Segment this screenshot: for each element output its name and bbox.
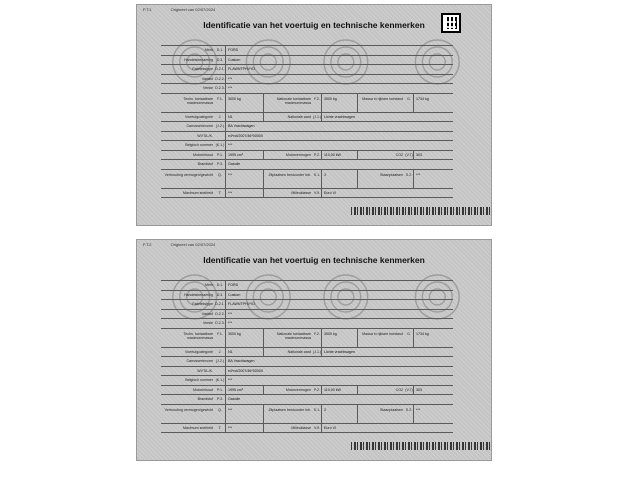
value-variant: ***	[225, 75, 453, 84]
code-merk: D.1.	[216, 283, 224, 287]
label-rijklaar: Massa in rijklare toestand	[357, 94, 405, 112]
row-wvta	[161, 367, 453, 377]
code-max-massa: F.1.	[217, 331, 223, 336]
value-handelsbenaming: Custom	[225, 56, 453, 65]
code-snelheid: T.	[218, 425, 222, 430]
row-snelheid	[161, 424, 453, 434]
value-verhouding: ***	[225, 405, 263, 423]
sheet-header	[143, 7, 215, 12]
value-nat-massa: 3000 kg	[321, 329, 357, 347]
value-nat-aard: Lichte vrachtwagen	[321, 348, 453, 357]
sheet-code: F.T.1	[143, 7, 152, 12]
value-variant: ***	[225, 310, 453, 319]
code-milieuklasse: V.9.	[313, 190, 321, 195]
value-categorie: N1	[225, 348, 263, 357]
label-motorvermogen: Motorvermogen	[263, 386, 313, 395]
value-verhouding: ***	[225, 170, 263, 188]
label-nat-massa: Nationale toelaatbare maximummassa	[263, 94, 313, 112]
label-nat-aard: Nationale aard	[263, 113, 313, 122]
code-handelsbenaming: D.3.	[216, 57, 224, 62]
row-belgisch	[161, 376, 453, 386]
code-snelheid: T.	[218, 190, 222, 195]
value-brandstof: Gasolie	[225, 395, 453, 404]
value-snelheid: ***	[225, 189, 263, 198]
row-massa	[161, 94, 453, 113]
sheet-code: F.T.2	[143, 242, 152, 247]
code-versie: D.2.3.	[215, 86, 225, 90]
label-categorie: Voertuigcategorie	[185, 349, 213, 354]
label-nat-aard: Nationale aard	[263, 348, 313, 357]
code-versie: D.2.3.	[215, 321, 225, 325]
label-motorinhoud: Motorinhoud	[193, 387, 213, 392]
barcode-strip	[351, 207, 491, 215]
row-merk	[161, 281, 453, 291]
value-rijklaar: 1734 kg	[413, 329, 453, 347]
value-milieuklasse: Euro VI	[321, 189, 453, 198]
value-brandstof: Gasolie	[225, 160, 453, 169]
label-co2: CO2	[357, 386, 405, 395]
code-handelsbenaming: D.3.	[216, 292, 224, 297]
value-categorie: N1	[225, 113, 263, 122]
label-zitplaatsen: Zitplaatsen bestuurder inb.	[263, 170, 313, 188]
label-handelsbenaming: Handelsbenaming	[184, 57, 213, 62]
code-verhouding: Q.	[218, 172, 222, 177]
label-versie: Versie	[203, 86, 213, 90]
row-brandstof	[161, 160, 453, 170]
barcode-strip	[351, 442, 491, 450]
code-motorinhoud: P.1.	[217, 387, 223, 392]
code-motorvermogen: P.2.	[314, 387, 320, 392]
sheet-title: Identificatie van het voertuig en technische kenmerken	[203, 255, 425, 265]
value-motorvermogen: 110,00 kW	[321, 151, 357, 160]
row-carrosserie	[161, 357, 453, 367]
label-wvta: WVTA-/K.	[197, 133, 213, 138]
sheet-header	[143, 242, 215, 247]
vehicle-data-table	[161, 45, 453, 198]
label-milieuklasse: Milieuklasse	[263, 424, 313, 433]
label-wvta: WVTA-/K.	[197, 368, 213, 373]
code-categorie: J.	[218, 349, 222, 354]
code-belgisch: (K.1.)	[215, 143, 225, 147]
code-variant: D.2.2.	[215, 76, 225, 81]
registration-sheet-2	[136, 239, 492, 461]
value-motorvermogen: 110,00 kW	[321, 386, 357, 395]
row-fabriekstype	[161, 300, 453, 310]
row-variant	[161, 75, 453, 85]
code-nat-aard: (J.1.)	[313, 114, 321, 119]
label-max-massa: Techn. toelaatbare maximummassa	[183, 331, 213, 340]
code-merk: D.1.	[216, 48, 224, 52]
code-staanplaatsen: S.2.	[405, 172, 413, 177]
row-snelheid	[161, 189, 453, 199]
code-zitplaatsen: S.1.	[313, 407, 321, 412]
value-staanplaatsen: ***	[413, 405, 453, 423]
value-fabriekstype: FLAWNTPHVYD	[225, 300, 453, 309]
code-belgisch: (K.1.)	[215, 378, 225, 382]
code-motorinhoud: P.1.	[217, 152, 223, 157]
value-zitplaatsen: 3	[321, 405, 357, 423]
label-staanplaatsen: Staanplaatsen	[357, 170, 405, 188]
label-rijklaar: Massa in rijklare toestand	[357, 329, 405, 347]
row-plaatsen	[161, 405, 453, 424]
code-fabriekstype: D.2.1.	[215, 302, 225, 306]
row-merk	[161, 46, 453, 56]
code-rijklaar: G.	[407, 96, 411, 101]
value-co2: 303	[413, 386, 453, 395]
label-motorinhoud: Motorinhoud	[193, 152, 213, 157]
label-snelheid: Maximum snelheid	[183, 425, 213, 430]
label-carrosserie: Carrosserievorm	[186, 124, 213, 128]
code-categorie: J.	[218, 114, 222, 119]
code-carrosserie: (J.2.)	[215, 124, 225, 128]
code-brandstof: P.3.	[217, 397, 223, 401]
label-nat-massa: Nationale toelaatbare maximummassa	[263, 329, 313, 347]
label-handelsbenaming: Handelsbenaming	[184, 292, 213, 297]
code-co2: (V.7)	[405, 387, 413, 392]
code-wvta	[215, 367, 225, 376]
label-fabriekstype: Fabriekstype	[192, 302, 213, 306]
value-handelsbenaming: Custom	[225, 291, 453, 300]
code-wvta	[215, 132, 225, 141]
label-carrosserie: Carrosserievorm	[186, 359, 213, 363]
label-variant: Variant	[201, 311, 213, 316]
sheet-title: Identificatie van het voertuig en technische kenmerken	[203, 20, 425, 30]
label-zitplaatsen: Zitplaatsen bestuurder inb.	[263, 405, 313, 423]
row-categorie	[161, 348, 453, 358]
row-motor	[161, 386, 453, 396]
value-fabriekstype: FLAWNTPHVYD	[225, 65, 453, 74]
value-carrosserie: BA Vrachtwagen	[225, 122, 453, 131]
row-motor	[161, 151, 453, 161]
value-rijklaar: 1734 kg	[413, 94, 453, 112]
value-wvta: e4*nd/2007/46*0000X	[225, 132, 453, 141]
label-snelheid: Maximum snelheid	[183, 190, 213, 195]
label-belgisch: Belgisch nummer	[185, 378, 213, 382]
value-versie: ***	[225, 319, 453, 328]
label-categorie: Voertuigcategorie	[185, 114, 213, 119]
code-staanplaatsen: S.2.	[405, 407, 413, 412]
label-merk: Merk	[205, 283, 213, 287]
vehicle-data-table	[161, 280, 453, 433]
code-verhouding: Q.	[218, 407, 222, 412]
value-motorinhoud: 1995 cm³	[225, 386, 263, 395]
row-belgisch	[161, 141, 453, 151]
value-milieuklasse: Euro VI	[321, 424, 453, 433]
row-wvta	[161, 132, 453, 142]
code-max-massa: F.1.	[217, 96, 223, 101]
value-carrosserie: BA Vrachtwagen	[225, 357, 453, 366]
value-nat-massa: 3000 kg	[321, 94, 357, 112]
row-plaatsen	[161, 170, 453, 189]
value-staanplaatsen: ***	[413, 170, 453, 188]
value-merk: FORD	[225, 46, 453, 55]
code-nat-aard: (J.1.)	[313, 349, 321, 354]
row-handelsbenaming	[161, 56, 453, 66]
row-categorie	[161, 113, 453, 123]
code-motorvermogen: P.2.	[314, 152, 320, 157]
row-massa	[161, 329, 453, 348]
code-co2: (V.7)	[405, 152, 413, 157]
row-versie	[161, 84, 453, 94]
label-co2: CO2	[357, 151, 405, 160]
code-milieuklasse: V.9.	[313, 425, 321, 430]
value-versie: ***	[225, 84, 453, 93]
label-max-massa: Techn. toelaatbare maximummassa	[183, 96, 213, 105]
code-rijklaar: G.	[407, 331, 411, 336]
value-motorinhoud: 1995 cm³	[225, 151, 263, 160]
row-fabriekstype	[161, 65, 453, 75]
value-max-massa: 3000 kg	[225, 329, 263, 347]
label-staanplaatsen: Staanplaatsen	[357, 405, 405, 423]
label-motorvermogen: Motorvermogen	[263, 151, 313, 160]
row-variant	[161, 310, 453, 320]
label-verhouding: Verhouding vermogen/gewicht	[164, 172, 213, 177]
value-merk: FORD	[225, 281, 453, 290]
code-nat-massa: F.2.	[314, 331, 320, 336]
value-belgisch: ***	[225, 376, 453, 385]
label-milieuklasse: Milieuklasse	[263, 189, 313, 198]
label-merk: Merk	[205, 48, 213, 52]
label-versie: Versie	[203, 321, 213, 325]
code-carrosserie: (J.2.)	[215, 359, 225, 363]
row-brandstof	[161, 395, 453, 405]
row-versie	[161, 319, 453, 329]
label-fabriekstype: Fabriekstype	[192, 67, 213, 71]
value-wvta: e4*nd/2007/46*0000X	[225, 367, 453, 376]
registration-sheet-1	[136, 4, 492, 226]
row-carrosserie	[161, 122, 453, 132]
label-brandstof: Brandstof	[197, 397, 213, 401]
label-verhouding: Verhouding vermogen/gewicht	[164, 407, 213, 412]
value-nat-aard: Lichte vrachtwagen	[321, 113, 453, 122]
code-variant: D.2.2.	[215, 311, 225, 316]
value-belgisch: ***	[225, 141, 453, 150]
code-nat-massa: F.2.	[314, 96, 320, 101]
label-brandstof: Brandstof	[197, 162, 213, 166]
row-handelsbenaming	[161, 291, 453, 301]
label-belgisch: Belgisch nummer	[185, 143, 213, 147]
value-snelheid: ***	[225, 424, 263, 433]
code-zitplaatsen: S.1.	[313, 172, 321, 177]
origin-date: Origineel van 02/07/2024	[170, 7, 216, 12]
code-brandstof: P.3.	[217, 162, 223, 166]
value-max-massa: 3000 kg	[225, 94, 263, 112]
code-fabriekstype: D.2.1.	[215, 67, 225, 71]
value-co2: 303	[413, 151, 453, 160]
label-variant: Variant	[201, 76, 213, 81]
value-zitplaatsen: 3	[321, 170, 357, 188]
origin-date: Origineel van 02/07/2024	[170, 242, 216, 247]
